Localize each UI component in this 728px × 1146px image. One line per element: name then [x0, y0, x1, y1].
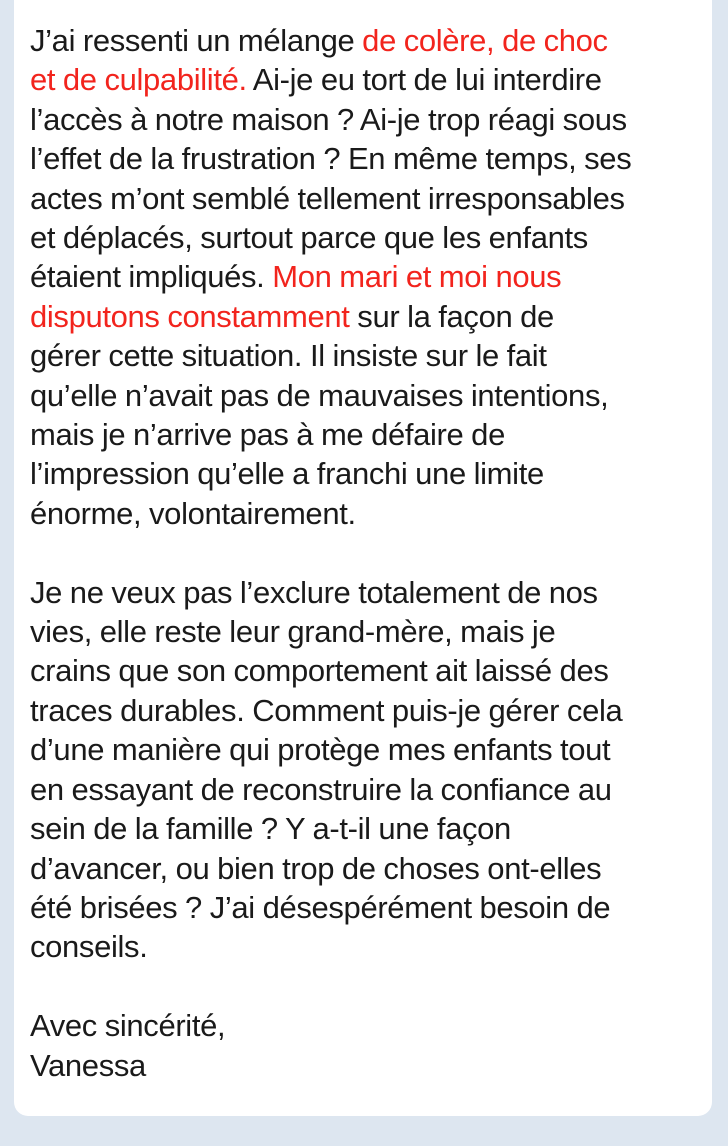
highlighted-text: Mon mari et moi nous: [272, 259, 562, 295]
closing-line: Avec sincérité,: [30, 1008, 226, 1044]
text-span: étaient impliqués.: [30, 259, 273, 295]
text-line: [30, 297, 702, 336]
text-line: l’effet de la frustration ? En même temps, ses: [30, 141, 632, 177]
text-line: actes m’ont semblé tellement irresponsables: [30, 180, 625, 216]
text-line: l’impression qu’elle a franchi une limite: [30, 456, 544, 492]
text-line: mais je n’arrive pas à me défaire de: [30, 417, 505, 453]
text-line: d’une manière qui protège mes enfants tout: [30, 732, 611, 768]
text-line: et déplacés, surtout parce que les enfants: [30, 220, 588, 256]
text-span: J’ai ressenti un mélange: [30, 23, 363, 58]
text-span: Ai-je eu tort de lui interdire: [246, 62, 602, 98]
paragraph-spacer: [30, 533, 702, 572]
text-line: en essayant de reconstruire la confiance au: [30, 771, 612, 807]
signoff: [30, 1006, 702, 1085]
highlighted-text: disputons constamment: [30, 298, 350, 334]
text-line: traces durables. Comment puis-je gérer cela: [30, 692, 623, 728]
highlighted-text: et de culpabilité.: [30, 62, 247, 98]
text-line: énorme, volontairement.: [30, 495, 356, 531]
signature-name: Vanessa: [30, 1047, 146, 1083]
text-line: été brisées ? J’ai désespérément besoin de: [30, 889, 611, 925]
highlighted-text: de colère, de choc: [362, 23, 608, 58]
text-span: sur la façon de: [349, 298, 554, 334]
text-line: [30, 257, 702, 296]
text-line: d’avancer, ou bien trop de choses ont-elles: [30, 850, 602, 886]
text-line: Je ne veux pas l’exclure totalement de nos: [30, 574, 598, 610]
text-line: vies, elle reste leur grand-mère, mais je: [30, 614, 556, 650]
text-line: crains que son comportement ait laissé des: [30, 653, 609, 689]
text-line: [30, 60, 702, 99]
letter-card: [14, 0, 712, 1116]
paragraph-spacer: [30, 967, 702, 1006]
text-line: conseils.: [30, 929, 148, 965]
text-line: sein de la famille ? Y a-t-il une façon: [30, 811, 511, 847]
text-line: qu’elle n’avait pas de mauvaises intentions,: [30, 377, 609, 413]
paragraph-2: [30, 573, 702, 967]
text-line: [30, 21, 702, 60]
text-line: l’accès à notre maison ? Ai-je trop réagi sous: [30, 101, 627, 137]
text-line: gérer cette situation. Il insiste sur le fait: [30, 338, 547, 374]
paragraph-1: [30, 21, 702, 533]
